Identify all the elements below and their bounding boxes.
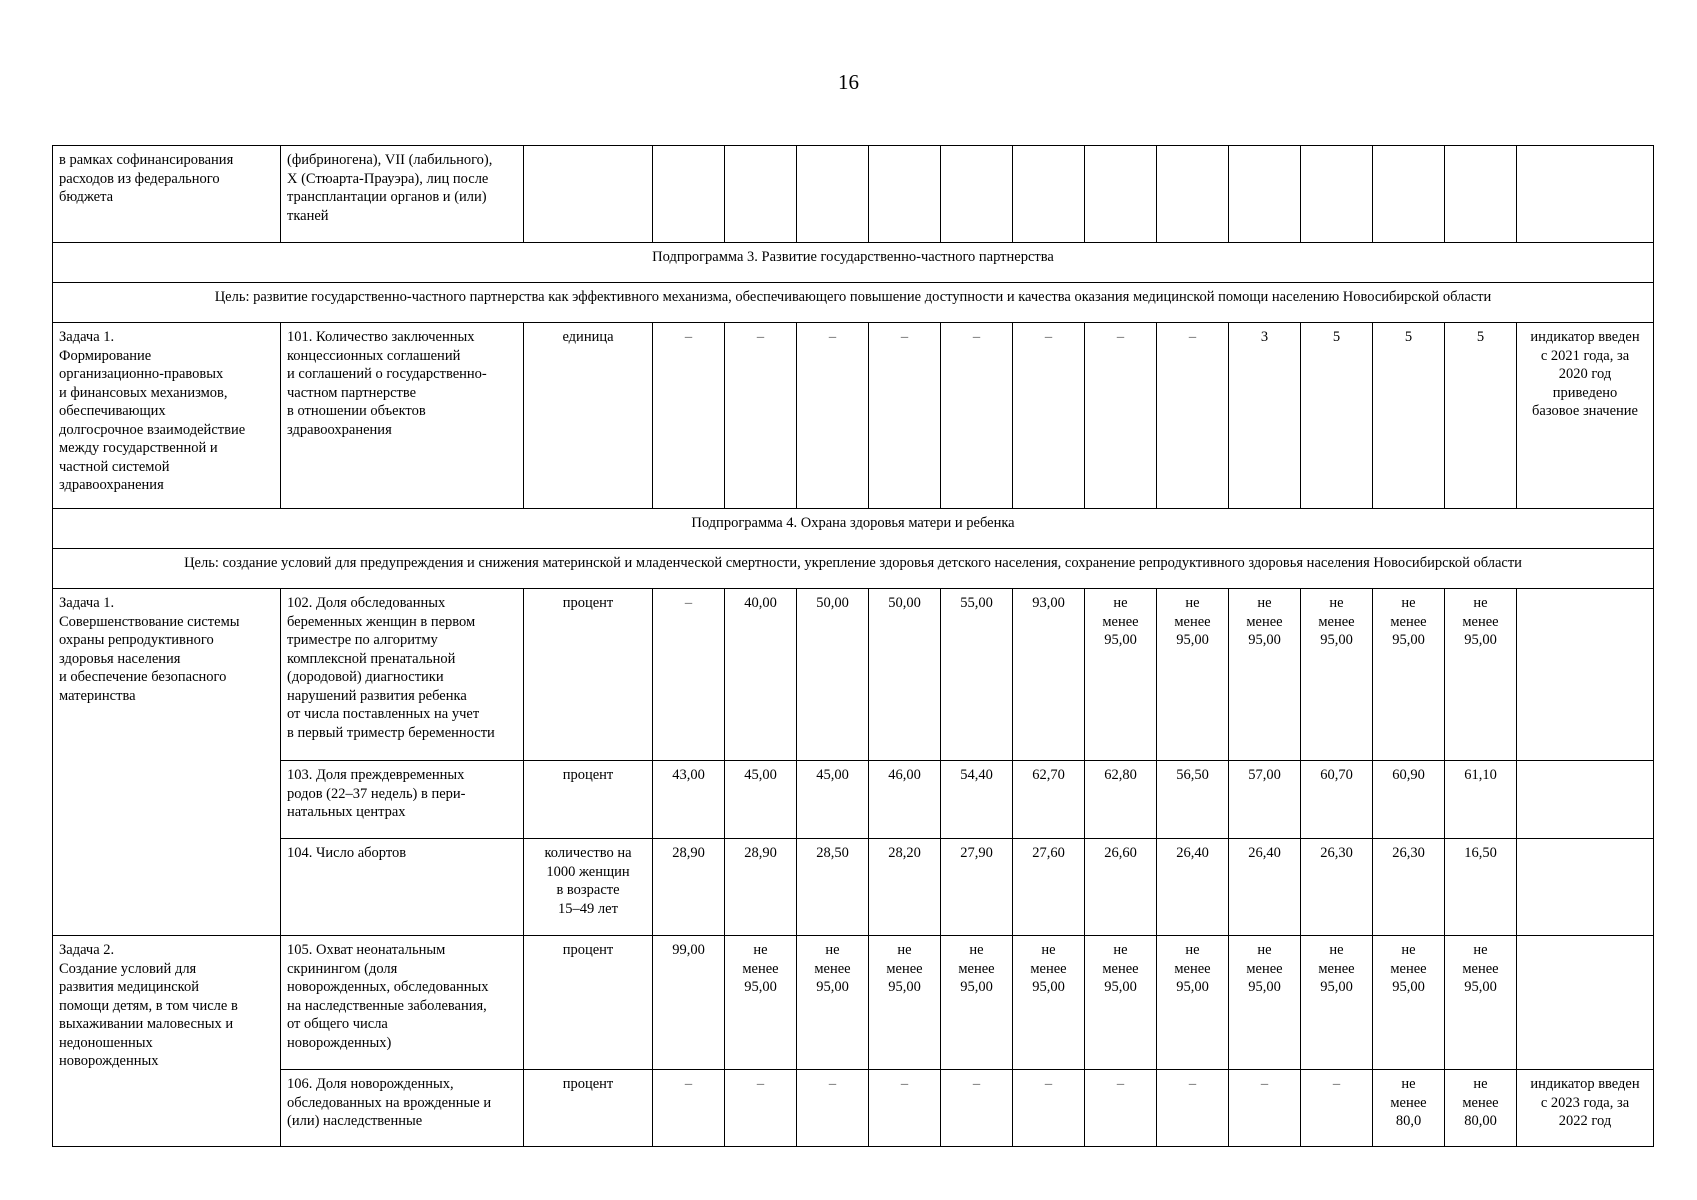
value-cell <box>1157 146 1229 243</box>
value-cell: не менее 80,0 <box>1373 1070 1445 1147</box>
value-cell <box>1301 146 1373 243</box>
value-cell: не менее 95,00 <box>725 936 797 1070</box>
unit-cell: количество на 1000 женщин в возрасте 15–49 лет <box>524 839 653 936</box>
goal-row <box>53 549 1654 589</box>
value-cell <box>1085 146 1157 243</box>
value-cell <box>797 146 869 243</box>
subprogram-title: Подпрограмма 4. Охрана здоровья матери и ребенка <box>53 509 1654 549</box>
unit-cell <box>524 146 653 243</box>
value-cell: – <box>1013 1070 1085 1147</box>
value-cell: – <box>1229 1070 1301 1147</box>
value-cell: не менее 95,00 <box>1157 589 1229 761</box>
value-cell: не менее 95,00 <box>1085 936 1157 1070</box>
value-cell: 5 <box>1445 323 1517 509</box>
value-cell: 62,70 <box>1013 761 1085 839</box>
indicator-cell: 105. Охват неонатальным скринингом (доля новорожденных, обследованных на наследственные заболевания, от общего числа новорожденных) <box>281 936 524 1070</box>
table-row <box>53 936 1654 1070</box>
value-cell: 45,00 <box>725 761 797 839</box>
value-cell: 50,00 <box>797 589 869 761</box>
value-cell: 57,00 <box>1229 761 1301 839</box>
table-row <box>53 146 1654 243</box>
goal-row <box>53 283 1654 323</box>
value-cell: – <box>725 323 797 509</box>
value-cell: – <box>653 589 725 761</box>
note-cell <box>1517 146 1654 243</box>
table-row <box>53 589 1654 761</box>
value-cell: 54,40 <box>941 761 1013 839</box>
value-cell: – <box>653 1070 725 1147</box>
indicator-cell: 102. Доля обследованных беременных женщин в первом триместре по алгоритму комплексной пренатальной (дородовой) диагностики нарушений развития ребенка от числа поставленных на учет в первый триместр беременности <box>281 589 524 761</box>
value-cell: 28,90 <box>653 839 725 936</box>
table-row <box>53 1070 1654 1147</box>
value-cell: – <box>653 323 725 509</box>
indicator-cell: (фибриногена), VII (лабильного), X (Стюарта-Прауэра), лиц после трансплантации органов и (или) тканей <box>281 146 524 243</box>
value-cell: не менее 95,00 <box>1301 936 1373 1070</box>
value-cell: не менее 95,00 <box>1373 936 1445 1070</box>
value-cell: 50,00 <box>869 589 941 761</box>
note-cell <box>1517 761 1654 839</box>
value-cell: не менее 95,00 <box>1013 936 1085 1070</box>
value-cell: 3 <box>1229 323 1301 509</box>
value-cell: 43,00 <box>653 761 725 839</box>
value-cell: не менее 95,00 <box>1301 589 1373 761</box>
subprogram-goal: Цель: развитие государственно-частного партнерства как эффективного механизма, обеспечивающего повышение доступности и качества оказания медицинской помощи населению Новосибирской области <box>53 283 1654 323</box>
value-cell: – <box>1301 1070 1373 1147</box>
value-cell: не менее 95,00 <box>1229 936 1301 1070</box>
unit-cell: процент <box>524 589 653 761</box>
indicator-cell: 103. Доля преждевременных родов (22–37 недель) в пери- натальных центрах <box>281 761 524 839</box>
value-cell <box>653 146 725 243</box>
value-cell: 55,00 <box>941 589 1013 761</box>
value-cell: 60,70 <box>1301 761 1373 839</box>
value-cell: 26,40 <box>1157 839 1229 936</box>
subprogram-title-row <box>53 243 1654 283</box>
value-cell: не менее 95,00 <box>869 936 941 1070</box>
table-row <box>53 761 1654 839</box>
value-cell <box>1445 146 1517 243</box>
value-cell: – <box>869 1070 941 1147</box>
value-cell: – <box>1013 323 1085 509</box>
value-cell: не менее 95,00 <box>1445 936 1517 1070</box>
value-cell: 26,30 <box>1301 839 1373 936</box>
value-cell: 46,00 <box>869 761 941 839</box>
value-cell: не менее 95,00 <box>797 936 869 1070</box>
value-cell: 61,10 <box>1445 761 1517 839</box>
value-cell: – <box>1157 323 1229 509</box>
value-cell: – <box>869 323 941 509</box>
value-cell <box>725 146 797 243</box>
value-cell: – <box>797 1070 869 1147</box>
value-cell: – <box>725 1070 797 1147</box>
value-cell: не менее 95,00 <box>1085 589 1157 761</box>
value-cell <box>1229 146 1301 243</box>
value-cell: 56,50 <box>1157 761 1229 839</box>
value-cell: – <box>1085 323 1157 509</box>
value-cell <box>1373 146 1445 243</box>
value-cell: 26,60 <box>1085 839 1157 936</box>
task-cell: Задача 1. Совершенствование системы охраны репродуктивного здоровья населения и обеспечение безопасного материнства <box>53 589 281 936</box>
note-cell: индикатор введен с 2023 года, за 2022 год <box>1517 1070 1654 1147</box>
value-cell <box>869 146 941 243</box>
unit-cell: процент <box>524 761 653 839</box>
value-cell: 27,60 <box>1013 839 1085 936</box>
value-cell: 40,00 <box>725 589 797 761</box>
value-cell: 45,00 <box>797 761 869 839</box>
unit-cell: единица <box>524 323 653 509</box>
table-row <box>53 323 1654 509</box>
value-cell: – <box>1157 1070 1229 1147</box>
note-cell <box>1517 936 1654 1070</box>
value-cell: 99,00 <box>653 936 725 1070</box>
value-cell: не менее 95,00 <box>1157 936 1229 1070</box>
note-cell <box>1517 589 1654 761</box>
note-cell: индикатор введен с 2021 года, за 2020 год приведено базовое значение <box>1517 323 1654 509</box>
value-cell: – <box>1085 1070 1157 1147</box>
subprogram-goal: Цель: создание условий для предупреждения и снижения материнской и младенческой смертности, укрепление здоровья детского населения, сохранение репродуктивного здоровья населения Новосибирской области <box>53 549 1654 589</box>
value-cell: 27,90 <box>941 839 1013 936</box>
value-cell: – <box>941 1070 1013 1147</box>
note-cell <box>1517 839 1654 936</box>
value-cell: не менее 95,00 <box>1229 589 1301 761</box>
value-cell: 28,50 <box>797 839 869 936</box>
value-cell: 28,20 <box>869 839 941 936</box>
value-cell: 28,90 <box>725 839 797 936</box>
value-cell: 5 <box>1301 323 1373 509</box>
value-cell: 62,80 <box>1085 761 1157 839</box>
value-cell: 26,30 <box>1373 839 1445 936</box>
task-cell: Задача 2. Создание условий для развития медицинской помощи детям, в том числе в выхаживании маловесных и недоношенных новорожденных <box>53 936 281 1147</box>
indicators-table <box>52 145 1654 1147</box>
value-cell: – <box>797 323 869 509</box>
task-cell: Задача 1. Формирование организационно-правовых и финансовых механизмов, обеспечивающих долгосрочное взаимодействие между государственной и частной системой здравоохранения <box>53 323 281 509</box>
value-cell: 5 <box>1373 323 1445 509</box>
value-cell: не менее 95,00 <box>1445 589 1517 761</box>
indicator-cell: 101. Количество заключенных концессионных соглашений и соглашений о государственно- частном партнерстве в отношении объектов здравоохранения <box>281 323 524 509</box>
value-cell: 93,00 <box>1013 589 1085 761</box>
indicator-cell: 104. Число абортов <box>281 839 524 936</box>
table-row <box>53 839 1654 936</box>
subprogram-title-row <box>53 509 1654 549</box>
value-cell: 60,90 <box>1373 761 1445 839</box>
task-cell: в рамках софинансирования расходов из федерального бюджета <box>53 146 281 243</box>
value-cell: не менее 95,00 <box>1373 589 1445 761</box>
value-cell: 16,50 <box>1445 839 1517 936</box>
value-cell: не менее 80,00 <box>1445 1070 1517 1147</box>
indicator-cell: 106. Доля новорожденных, обследованных на врожденные и (или) наследственные <box>281 1070 524 1147</box>
value-cell: 26,40 <box>1229 839 1301 936</box>
page-number: 16 <box>838 70 859 94</box>
subprogram-title: Подпрограмма 3. Развитие государственно-частного партнерства <box>53 243 1654 283</box>
value-cell: не менее 95,00 <box>941 936 1013 1070</box>
unit-cell: процент <box>524 1070 653 1147</box>
value-cell: – <box>941 323 1013 509</box>
unit-cell: процент <box>524 936 653 1070</box>
value-cell <box>1013 146 1085 243</box>
value-cell <box>941 146 1013 243</box>
